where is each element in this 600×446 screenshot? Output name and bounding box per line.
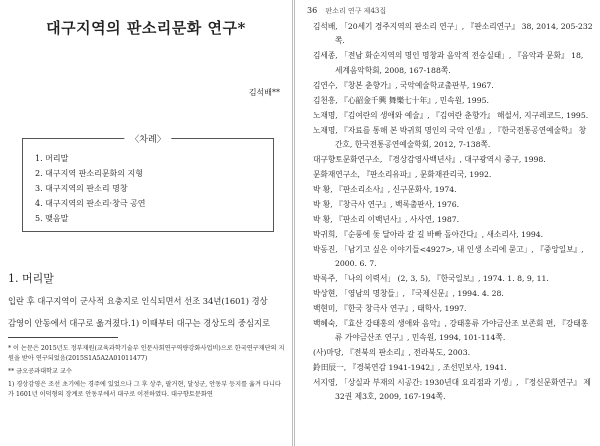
journal-name: 판소리 연구 제43집 <box>325 7 387 15</box>
reference-entry: 박상현, 「영남의 명창들」, 『국제신문』, 1994. 4. 28. <box>313 288 504 298</box>
reference-entry: 대구향토문화연구소, 『경상감영사백년사』, 대구광역시 중구, 1998. <box>313 154 546 164</box>
reference-list <box>313 20 593 405</box>
reference-entry: 박귀희, 『순풍에 돛 달아라 갈 길 바빠 돌아간다』, 새소리사, 1994. <box>313 229 544 239</box>
footnote-divider <box>8 337 118 338</box>
table-of-contents <box>22 135 274 232</box>
reference-entry: 鈴田辰一, 『경북연감 1941-1942』, 조선민보사, 1941. <box>313 363 507 373</box>
footnote: ** 금오공과대학교 교수 <box>8 368 72 375</box>
footnotes <box>8 344 286 403</box>
right-page <box>294 0 600 446</box>
reference-entry: (사)마당, 『전북의 판소리』, 전라북도, 2003. <box>313 348 471 358</box>
left-page <box>0 0 293 446</box>
reference-entry: 김천흥, 『心韶金千興 舞樂七十年』, 민속원, 1995. <box>313 95 489 105</box>
reference-entry: 김연수, 『창본 춘향가』, 국악예술학교출판부, 1967. <box>313 80 494 90</box>
paper-title: 대구지역의 판소리문화 연구* <box>46 19 246 37</box>
toc-list <box>35 151 146 226</box>
toc-item: 2. 대구지역 판소리문화의 지형 <box>35 169 143 178</box>
paragraph-line: 입란 후 대구지역이 군사적 요충지로 인식되면서 선조 34년(1601) 경상 <box>8 296 268 306</box>
toc-item: 1. 머리말 <box>35 154 69 163</box>
running-header <box>307 6 386 16</box>
reference-entry: 노재명, 『김여란의 생애와 예술』, 『김여란 춘향가』 해설서, 지구레코드, 1995. <box>313 110 589 120</box>
reference-entry: 김석배, 「20세기 경주지역의 판소리 연구」, 『판소리연구』 38, 2014, 205-232쪽. <box>313 22 593 46</box>
toc-item: 5. 맺음말 <box>35 214 69 223</box>
reference-entry: 박 황, 『판소리소사』, 신구문화사, 1974. <box>313 184 457 194</box>
reference-entry: 문화재연구소, 『판소리유파』, 문화재관리국, 1992. <box>313 169 492 179</box>
footnote: * 이 논문은 2015년도 정부재원(교육과학기술부 인문사회연구역량강화사업비)으로 한국연구재단의 지원을 받아 연구되었음(2015S1A5A2A01011477) <box>8 345 285 362</box>
reference-entry: 박동진, 「남기고 싶은 이야기들<4927>, 내 인생 소리에 묻고」, 『중앙일보』, 2000. 6. 7. <box>313 244 584 268</box>
section-heading: 1. 머리말 <box>8 272 54 285</box>
reference-entry: 박록주, 「나의 이력서」 (2, 3, 5), 『한국일보』, 1974. 1. 8, 9, 11. <box>313 273 549 283</box>
author-name: 김석배** <box>248 88 280 97</box>
reference-entry: 백현미, 『한국 창극사 연구』, 태학사, 1997. <box>313 303 467 313</box>
toc-item: 3. 대구지역의 판소리 명창 <box>35 184 128 193</box>
footnote: 1) 경상감영은 조선 초기에는 경주에 있었으나 그 후 상주, 팔거현, 달성군, 안동부 등지를 옮겨 다니다가 1601년 이덕형의 장계로 안동부에서 대구로 이전하였다. 대구향토문화연 <box>8 381 281 398</box>
page-number: 36 <box>307 6 318 15</box>
body-paragraph <box>8 290 286 334</box>
reference-entry: 서지영, 「상실과 부재의 시공간: 1930년대 요리점과 기생」, 『정신문화연구』 제32권 제3호, 2009, 167-194쪽. <box>313 378 591 402</box>
paragraph-line: 감영이 안동에서 대구로 옮겨졌다.1) 이때부터 대구는 경상도의 중심지로 <box>8 318 271 328</box>
toc-heading: 〈차례〉 <box>124 132 171 145</box>
reference-entry: 김세종, 「전남 화순지역의 명인 명창과 음악적 전승실태」, 『음악과 문화』 18, 세계음악학회, 2008, 167-188쪽. <box>313 51 584 75</box>
reference-entry: 백혜숙, 『효산 강태홍의 생애와 음악』, 강태홍류 가야금산조 보존회 편, 『강태홍류 가야금산조 연구』, 민속원, 1994, 101-114쪽. <box>313 318 589 343</box>
reference-entry: 박 황, 『창극사 연구』, 백록출판사, 1976. <box>313 199 460 209</box>
reference-entry: 노재명, 『자료를 통해 본 박귀희 명인의 국악 인생』, 『한국전통공연예술학』 창간호, 한국전통공연예술학회, 2012, 7-138쪽. <box>313 125 586 149</box>
toc-item: 4. 대구지역의 판소리·창극 공연 <box>35 199 146 208</box>
reference-entry: 박 황, 『판소리 이백년사』, 사사연, 1987. <box>313 214 460 224</box>
